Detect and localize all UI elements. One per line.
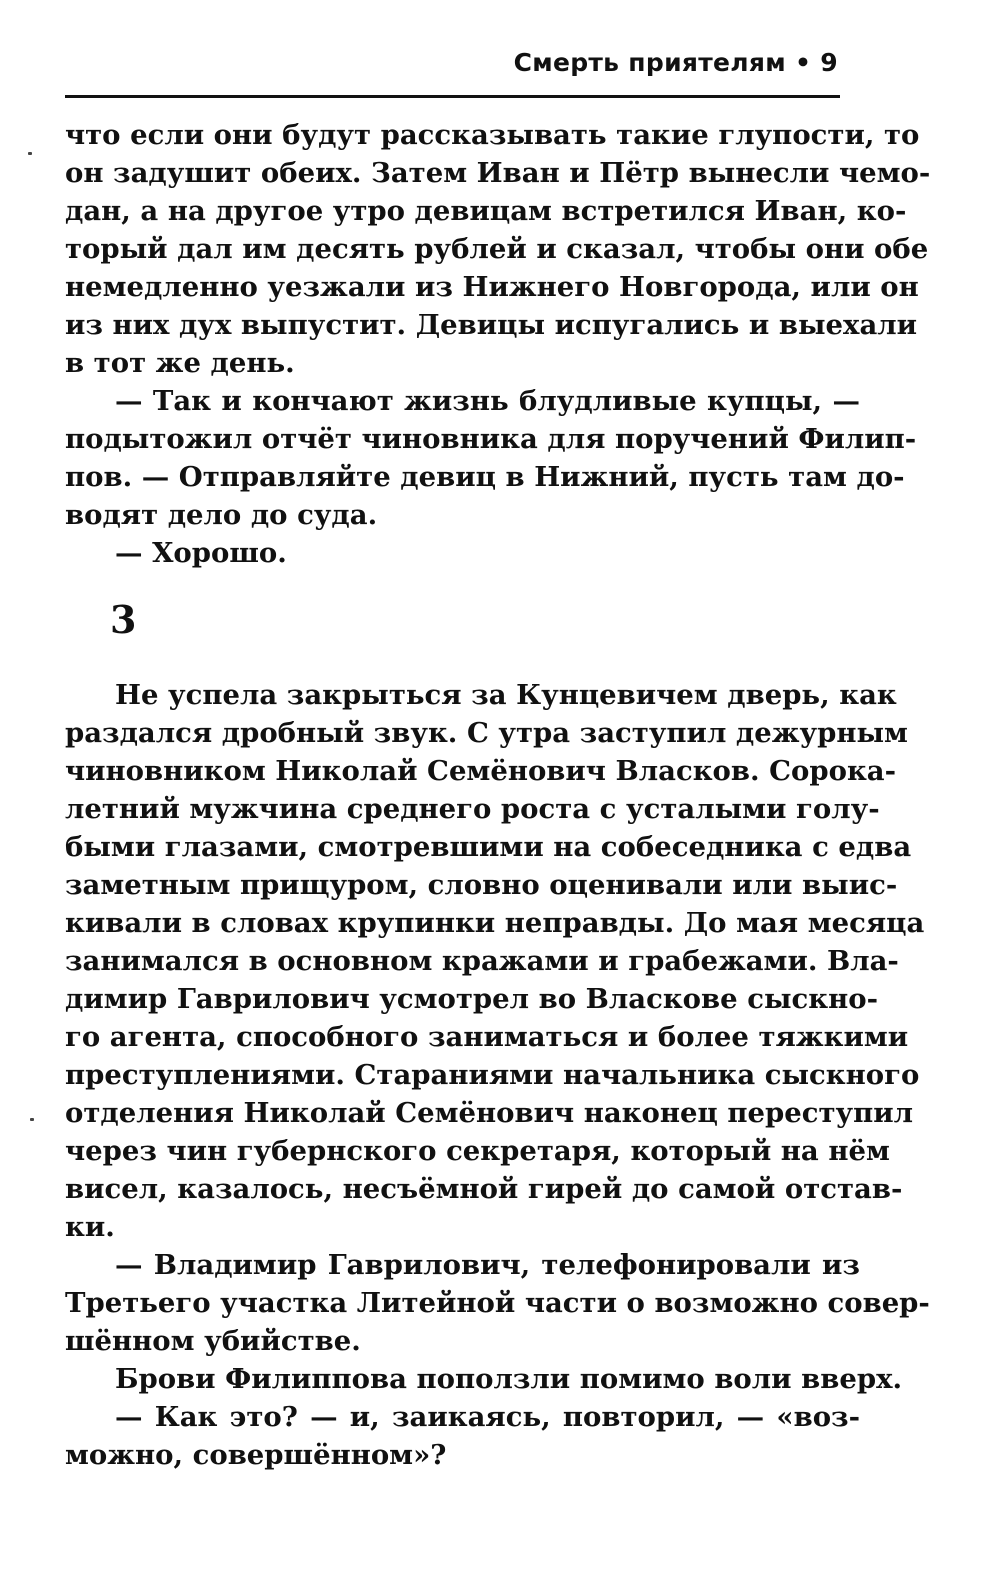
text-line: отделения Николай Семёнович наконец переступил: [65, 1097, 914, 1129]
text-line: го агента, способного заниматься и более тяжкими: [65, 1021, 909, 1053]
text-line: водят дело до суда.: [65, 499, 378, 531]
text-line: подытожил отчёт чиновника для поручений Филип-: [65, 423, 917, 455]
text-line: — Владимир Гаврилович, телефонировали из: [115, 1249, 860, 1281]
text-line: — Как это? — и, заикаясь, повторил, — «воз-: [115, 1401, 860, 1433]
running-header: [0, 48, 838, 77]
text-line: преступлениями. Стараниями начальника сыскного: [65, 1059, 920, 1091]
text-line: ки.: [65, 1211, 115, 1243]
text-block-1: [65, 116, 931, 572]
text-line: в тот же день.: [65, 347, 295, 379]
text-line: кивали в словах крупинки неправды. До мая месяца: [65, 907, 925, 939]
text-line: Третьего участка Литейной части о возможно совер-: [65, 1287, 930, 1319]
text-line: пов. — Отправляйте девиц в Нижний, пусть там до-: [65, 461, 905, 493]
text-line: заметным прищуром, словно оценивали или выис-: [65, 869, 898, 901]
text-block-2: [65, 676, 930, 1474]
text-line: занимался в основном кражами и грабежами. Вла-: [65, 945, 899, 977]
text-line: через чин губернского секретаря, который на нём: [65, 1135, 890, 1167]
text-line: висел, казалось, несъёмной гирей до самой отстав-: [65, 1173, 903, 1205]
text-line: дан, а на другое утро девицам встретился Иван, ко-: [65, 195, 907, 227]
text-line: торый дал им десять рублей и сказал, чтобы они обе: [65, 233, 929, 265]
text-line: шённом убийстве.: [65, 1325, 361, 1357]
text-line: из них дух выпустит. Девицы испугались и выехали: [65, 309, 918, 341]
text-line: быми глазами, смотревшими на собеседника с едва: [65, 831, 912, 863]
header-separator: •: [795, 48, 812, 77]
text-line: он задушит обеих. Затем Иван и Пётр вынесли чемо-: [65, 157, 931, 189]
scan-speck: [28, 152, 32, 155]
text-line: — Так и кончают жизнь блудливые купцы, —: [115, 385, 860, 417]
text-line: что если они будут рассказывать такие глупости, то: [65, 119, 920, 151]
text-line: можно, совершённом»?: [65, 1439, 447, 1471]
text-line: Брови Филиппова поползли помимо воли вверх.: [115, 1363, 903, 1395]
text-line: — Хорошо.: [115, 537, 287, 569]
text-line: димир Гаврилович усмотрел во Власкове сыскно-: [65, 983, 878, 1015]
text-line: немедленно уезжали из Нижнего Новгорода, или он: [65, 271, 919, 303]
header-rule: [65, 95, 840, 98]
text-line: летний мужчина среднего роста с усталыми голу-: [65, 793, 880, 825]
text-line: чиновником Николай Семёнович Власков. Сорока-: [65, 755, 897, 787]
running-title: Смерть приятелям: [513, 48, 786, 77]
text-line: Не успела закрыться за Кунцевичем дверь, как: [115, 679, 897, 711]
chapter-number: 3: [110, 597, 137, 642]
text-line: раздался дробный звук. С утра заступил дежурным: [65, 717, 908, 749]
scan-speck: [30, 1118, 34, 1121]
page-number: 9: [820, 48, 838, 77]
